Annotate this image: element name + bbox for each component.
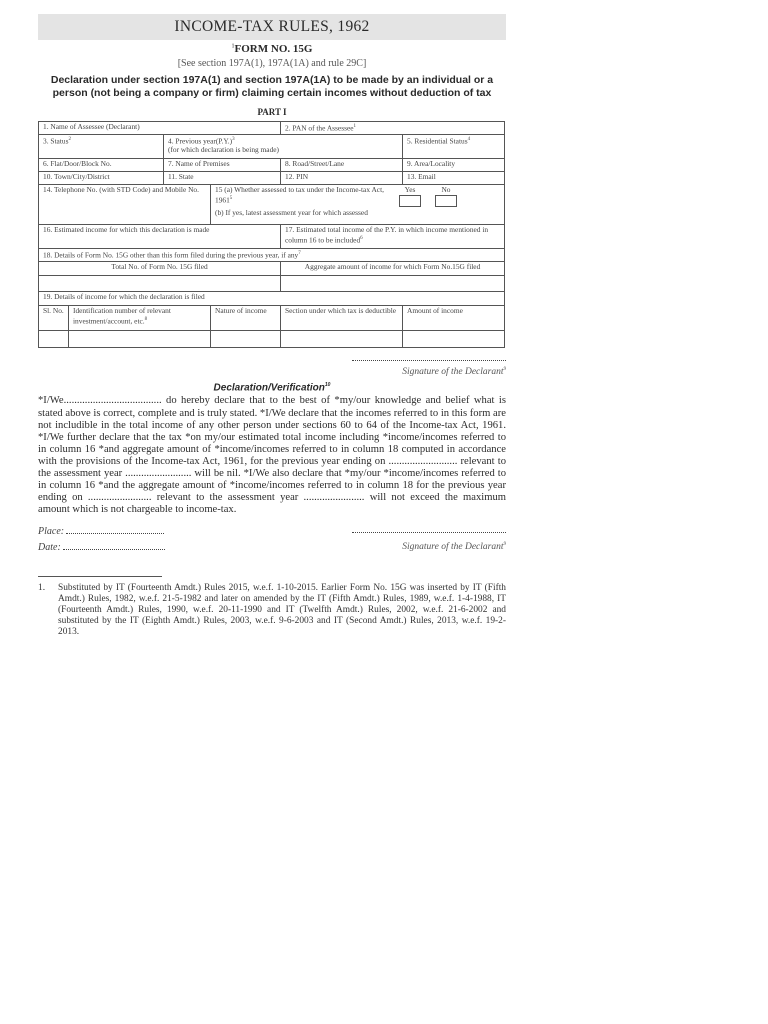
signature-of-declarant-label: Signature of the Declarant$^9$	[402, 367, 506, 378]
area-locality-field[interactable]: 9. Area/Locality	[403, 159, 505, 172]
pin-field[interactable]: 12. PIN	[281, 172, 403, 185]
col-amount: Amount of income	[403, 306, 505, 331]
road-street-field[interactable]: 8. Road/Street/Lane	[281, 159, 403, 172]
form-number: $^1$FORM NO. 15G	[231, 43, 313, 55]
total-forms-header: Total No. of Form No. 15G filed	[39, 262, 281, 276]
form-number-footnote-ref: 1	[231, 43, 235, 50]
town-city-field[interactable]: 10. Town/City/District	[39, 172, 164, 185]
cell-amount[interactable]	[403, 331, 505, 348]
form-15g-page	[38, 14, 506, 638]
footnote	[38, 583, 506, 638]
section-reference: [See section 197A(1), 197A(1A) and rule 29C]	[177, 58, 367, 69]
previous-year-field[interactable]: 4. Previous $year(P.Y.)^3$ (for which declaration is being made)	[164, 135, 403, 159]
estimated-income-field[interactable]: 16. Estimated income for which this declaration is made	[39, 225, 281, 249]
assessed-to-tax-field: 15 (a) Whether assessed to tax under the Income-tax Act, 1961$^5$ Yes No (b) If yes, latest assessment year for which assessed	[211, 185, 505, 225]
email-field[interactable]: 13. Email	[403, 172, 505, 185]
estimated-total-income-field[interactable]: 17. Estimated total income of the P.Y. in which income mentioned in column 16 to be included$^6$	[281, 225, 505, 249]
footnote-rule	[38, 576, 162, 577]
telephone-field[interactable]: 14. Telephone No. (with STD Code) and Mobile No.	[39, 185, 211, 225]
date-field[interactable]: Date:	[38, 542, 165, 553]
signature-line-2	[352, 532, 506, 533]
aggregate-amount-value[interactable]	[281, 276, 505, 292]
verification-body: *I/We..................................... do hereby declare that to the best of *my/our knowledge and belief what is stated above is correct, complete and is truly stated. *I/We declare that the incomes referred to in this form are not includible in the total income of any other person under sections 60 to 64 of the Income-tax Act, 1961. *I/We further declare that the tax *on my/our estimated total income including *income/incomes referred to in column 16 *and aggregate amount of *income/incomes referred to in column 18 computed in accordance with the provisions of the Income-tax Act, 1961, for the previous year ending on .......................... relevant to the assessment year ......................... will be nil. *I/We also declare that *my/our *income/incomes referred to in column 16 *and the aggregate amount of *income/incomes referred to in column 18 for the previous year ending on ........................ relevant to the assessment year ....................... will not exceed the maximum amount which is not chargeable to income-tax.	[38, 395, 506, 516]
footnote-number: 1.	[38, 583, 46, 594]
cell-section[interactable]	[281, 331, 403, 348]
place-field[interactable]: Place:	[38, 526, 164, 537]
signature-line	[352, 360, 506, 361]
verification-title: Declaration/Verification$^{10}$	[213, 382, 331, 394]
cell-nature-of-income[interactable]	[211, 331, 281, 348]
residential-status-field[interactable]: 5. Residential Status$^4$	[403, 135, 505, 159]
cell-serial-no[interactable]	[39, 331, 69, 348]
part-heading: PART I	[257, 107, 287, 117]
other-forms-heading: 18. Details of Form No. 15G other than this form filed during the previous year, if any$^7$	[39, 249, 505, 262]
cell-identification-number[interactable]	[69, 331, 211, 348]
col-serial-no: Sl. No.	[39, 306, 69, 331]
no-label: No	[441, 185, 451, 195]
yes-checkbox[interactable]	[399, 195, 421, 207]
yes-label: Yes	[404, 185, 416, 195]
declaration-title: Declaration under section 197A(1) and section 197A(1A) to be made by an individual or a person (not being a company or firm) claiming certain incomes without deduction of tax	[50, 74, 494, 99]
state-field[interactable]: 11. State	[164, 172, 281, 185]
rules-title: INCOME-TAX RULES, 1962	[38, 14, 506, 40]
declaration-form-table	[38, 121, 505, 348]
no-checkbox[interactable]	[435, 195, 457, 207]
name-of-premises-field[interactable]: 7. Name of Premises	[164, 159, 281, 172]
status-field[interactable]: 3. Status$^2$	[39, 135, 164, 159]
aggregate-amount-header: Aggregate amount of income for which Form No.15G filed	[281, 262, 505, 276]
name-of-assessee-field[interactable]: 1. Name of Assessee (Declarant)	[39, 122, 281, 135]
pan-field[interactable]: 2. PAN of the Assessee$^1$	[281, 122, 505, 135]
flat-door-block-field[interactable]: 6. Flat/Door/Block No.	[39, 159, 164, 172]
income-details-heading: 19. Details of income for which the declaration is filed	[39, 292, 505, 306]
col-identification-number: Identification number of relevant investment/account, etc.$^8$	[69, 306, 211, 331]
signature-of-declarant-label-2: Signature of the Declarant$^9$	[402, 542, 506, 553]
footnote-text: Substituted by IT (Fourteenth Amdt.) Rules 2015, w.e.f. 1-10-2015. Earlier Form No. 15G was inserted by IT (Fifth Amdt.) Rules, 1982, w.e.f. 21-5-1982 and later on amended by the IT (Fifth Amdt.) Rules, 1989, w.e.f. 1-4-1988, IT (Fourteenth Amdt.) Rules, 1990, w.e.f. 20-11-1990 and IT (Twelfth Amdt.) Rules, 2002, w.e.f. 21-6-2002 and substituted by the IT (Eighth Amdt.) Rules, 2003, w.e.f. 9-6-2003 and IT (Second Amdt.) Rules, 2013, w.e.f. 19-2-2013.	[58, 583, 506, 638]
col-nature-of-income: Nature of income	[211, 306, 281, 331]
latest-assessment-year-field[interactable]: (b) If yes, latest assessment year for which assessed	[215, 207, 368, 217]
col-section: Section under which tax is deductible	[281, 306, 403, 331]
total-forms-value[interactable]	[39, 276, 281, 292]
